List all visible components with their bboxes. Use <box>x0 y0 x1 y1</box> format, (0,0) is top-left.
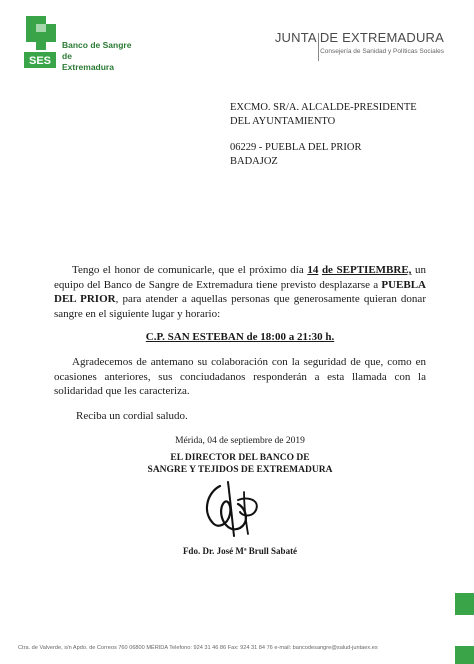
recipient-block <box>230 101 417 169</box>
recipient-line-1: EXCMO. SR/A. ALCALDE-PRESIDENTE <box>230 102 417 113</box>
signer-name: Fdo. Dr. José Mª Brull Sabaté <box>182 546 298 556</box>
footer-green-square-bottom <box>455 646 474 664</box>
junta-header <box>275 30 444 55</box>
greeting: Reciba un cordial saludo. <box>76 410 188 422</box>
letter-date: Mérida, 04 de septiembre de 2019 <box>175 436 305 446</box>
logo-line-1: Banco de Sangre <box>62 40 132 50</box>
footer-green-square <box>455 593 474 615</box>
p1-middle: un equipo del Banco de Sangre de Extremadura tiene previsto desplazarse a <box>54 264 427 291</box>
p1-town: PUEBLA DEL PRIOR <box>54 278 426 305</box>
logo-wordmark <box>62 40 131 73</box>
p2-text: Agradecemos de antemano su colaboración con la seguridad de que, como en ocasiones anteriores, sus conciudadanos responderán a esta llamada con la solidaridad que les caracteriza. <box>54 356 426 397</box>
p1-end: , para atender a aquellas personas que generosamente quieran donar sangre en el siguiente lugar y horario: <box>54 293 426 320</box>
junta-subtitle: Consejería de Sanidad y Políticas Sociales <box>320 48 444 55</box>
director-line-2: SANGRE Y TEJIDOS DE EXTREMADURA <box>147 465 333 475</box>
director-title <box>54 452 426 476</box>
logo-line-2: de <box>62 51 72 61</box>
location-text: C.P. SAN ESTEBAN de 18:00 a 21:30 h. <box>145 331 335 343</box>
recipient-line-4: BADAJOZ <box>230 156 278 167</box>
p1-day: 14 <box>307 264 319 276</box>
junta-title: JUNTA DE EXTREMADURA <box>274 30 444 45</box>
paragraph-thanks <box>54 355 426 399</box>
location-schedule <box>54 331 426 343</box>
ses-logo-icon <box>22 14 60 70</box>
recipient-line-2: DEL AYUNTAMIENTO <box>230 116 336 127</box>
footer-contact: Ctra. de Valverde, s/n Apdo. de Correos 760 06800 MÉRIDA Telefono: 924 31 46 86 Fax: 924 31 84 76 e-mail: bancodesangre@salud-juntaex.es <box>18 645 378 651</box>
p1-month: de SEPTIEMBRE, <box>321 264 412 276</box>
director-line-1: EL DIRECTOR DEL BANCO DE <box>170 453 310 463</box>
logo-line-3: Extremadura <box>62 62 114 72</box>
p1-intro: Tengo el honor de comunicarle, que el próximo día <box>72 264 308 276</box>
paragraph-announcement <box>54 263 426 321</box>
ses-badge-text: SES <box>28 55 52 67</box>
recipient-line-3: 06229 - PUEBLA DEL PRIOR <box>230 142 362 153</box>
signature-icon <box>198 478 270 540</box>
